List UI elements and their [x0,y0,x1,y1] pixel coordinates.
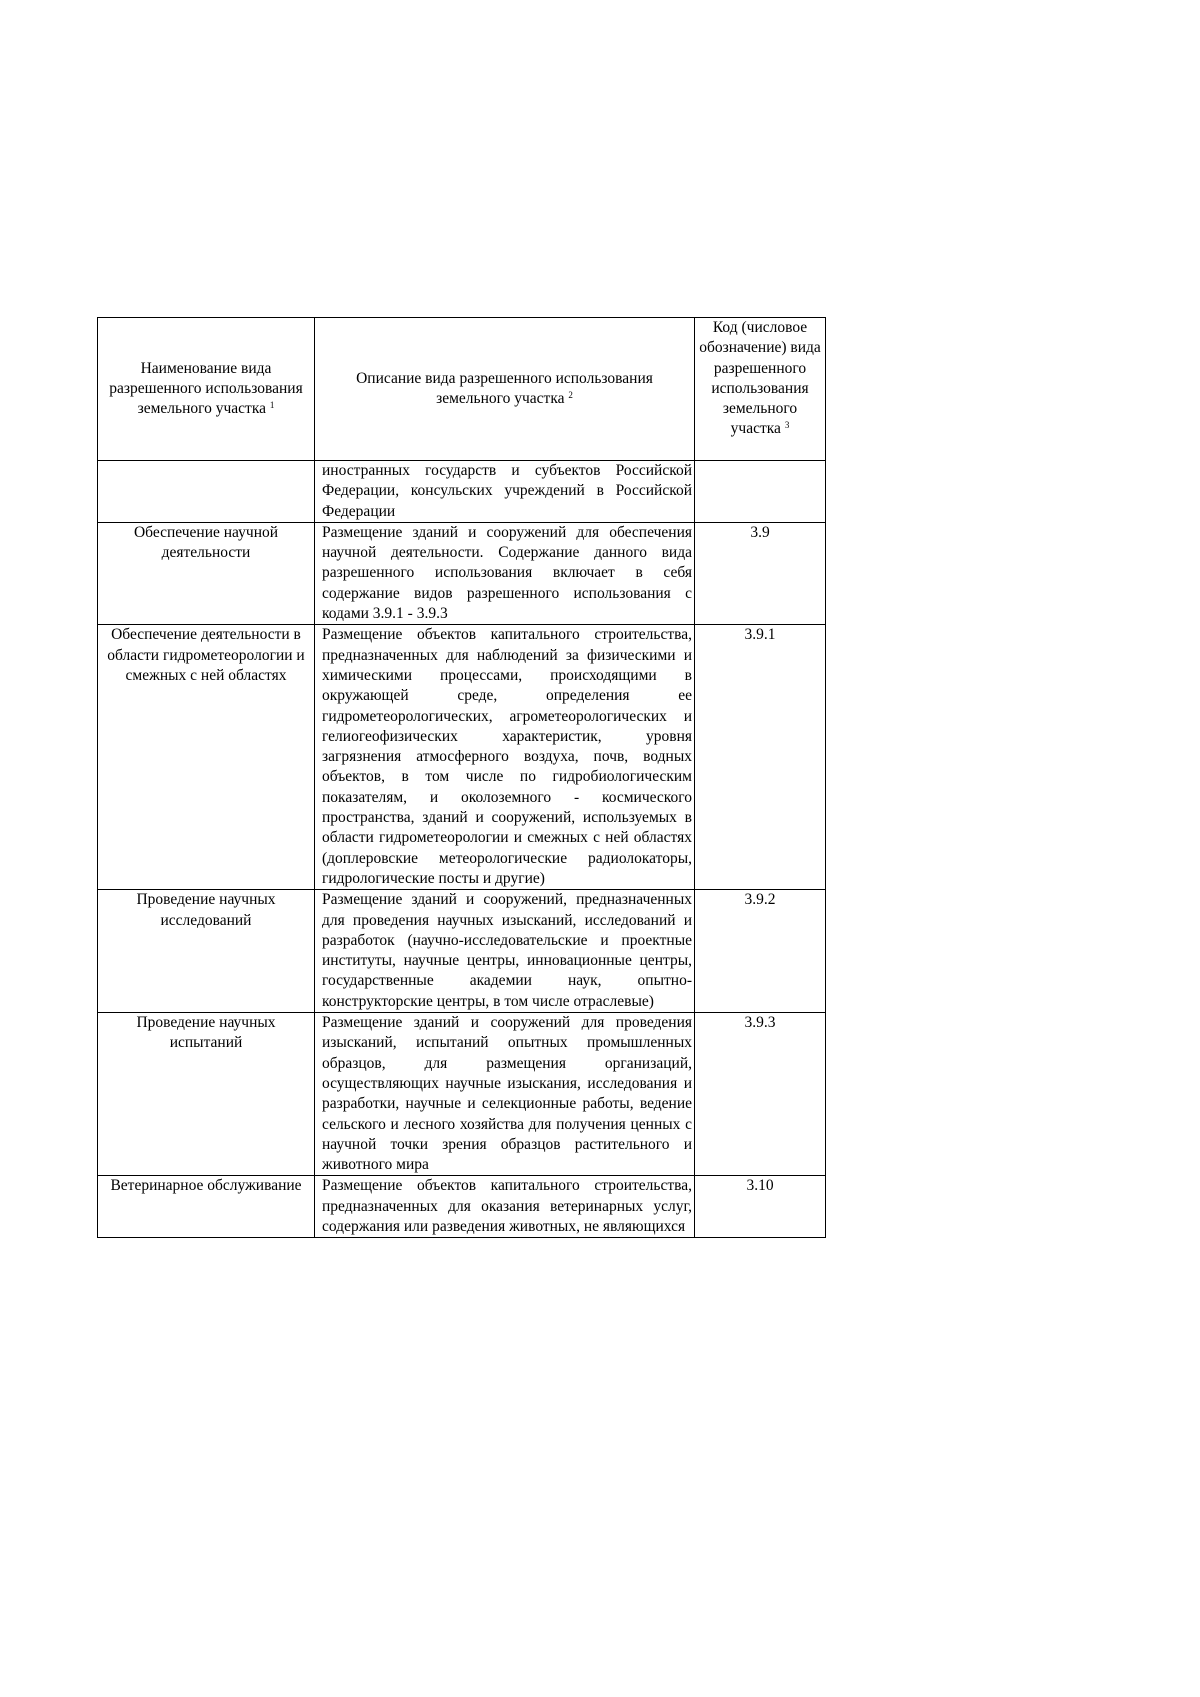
use-name-cell: Обеспечение научной деятельности [98,522,315,624]
use-code-cell: 3.10 [695,1176,826,1238]
use-description-cell: Размещение зданий и сооружений для обеспечения научной деятельности. Содержание данного вида разрешенного использования включает в себя содержание видов разрешенного использования с кодами 3.9.1 - 3.9.3 [315,522,695,624]
use-code-cell: 3.9.1 [695,625,826,890]
header-name-cell [98,318,315,461]
header-description-text: Описание вида разрешенного использования земельного участка [356,369,653,407]
table-row [98,461,826,523]
land-use-table [97,317,826,1238]
use-code-cell: 3.9 [695,522,826,624]
use-description-cell: Размещение зданий и сооружений, предназначенных для проведения научных изысканий, исследований и разработок (научно-исследовательские и проектные институты, научные центры, инновационные центры, государственные академии наук, опытно-конструкторские центры, в том числе отраслевые) [315,890,695,1013]
use-name-cell [98,461,315,523]
use-description-cell: Размещение зданий и сооружений для проведения изысканий, испытаний опытных промышленных образцов, для размещения организаций, осуществляющих научные изыскания, исследования и разработки, научные и селекционные работы, ведение сельского и лесного хозяйства для получения ценных с научной точки зрения образцов растительного и животного мира [315,1013,695,1176]
header-code-footnote: 3 [784,420,790,431]
use-code-cell: 3.9.3 [695,1013,826,1176]
table-row [98,625,826,890]
header-name-footnote: 1 [269,400,275,411]
table-row [98,890,826,1013]
use-description-cell: Размещение объектов капитального строительства, предназначенных для оказания ветеринарных услуг, содержания или разведения животных, не являющихся [315,1176,695,1238]
use-name-cell: Ветеринарное обслуживание [98,1176,315,1238]
use-name-cell: Проведение научных исследований [98,890,315,1013]
use-name-cell: Проведение научных испытаний [98,1013,315,1176]
header-row [98,318,826,461]
header-description-footnote: 2 [568,390,573,400]
header-code-text: Код (числовое обозначение) вида разрешенного использования земельного участка [699,319,821,438]
use-code-cell: 3.9.2 [695,890,826,1013]
header-name-text: Наименование вида разрешенного использования земельного участка [109,359,303,418]
use-code-cell [695,461,826,523]
table-header [98,318,826,461]
header-code-cell [695,318,826,461]
table-body [98,461,826,1238]
header-description-cell [315,318,695,461]
use-description-cell: Размещение объектов капитального строительства, предназначенных для наблюдений за физическими и химическими процессами, происходящими в окружающей среде, определения ее гидрометеорологических, агрометеорологических и гелиогеофизических характеристик, уровня загрязнения атмосферного воздуха, почв, водных объектов, в том числе по гидробиологическим показателям, и околоземного - космического пространства, зданий и сооружений, используемых в области гидрометеорологии и смежных с ней областях (доплеровские метеорологические радиолокаторы, гидрологические посты и другие) [315,625,695,890]
table-row [98,1013,826,1176]
use-name-cell: Обеспечение деятельности в области гидрометеорологии и смежных с ней областях [98,625,315,890]
table-row [98,522,826,624]
use-description-cell: иностранных государств и субъектов Российской Федерации, консульских учреждений в Российской Федерации [315,461,695,523]
table-row [98,1176,826,1238]
